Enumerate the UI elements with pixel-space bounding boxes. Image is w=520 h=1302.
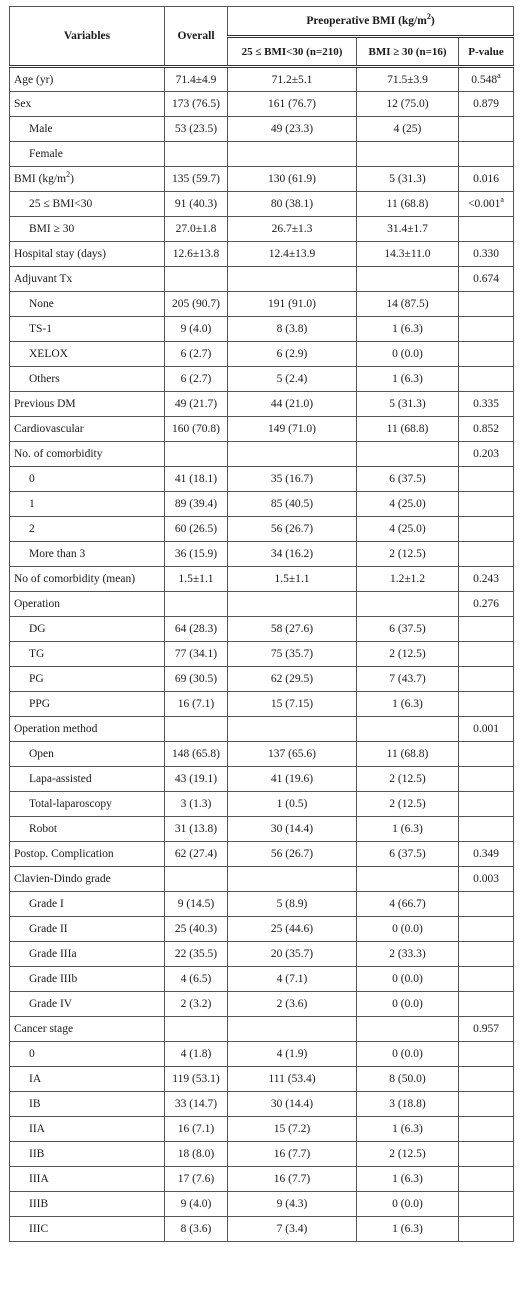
bmi-25-30-cell: 26.7±1.3 [228,217,357,242]
p-value-cell: 0.001 [459,717,514,742]
bmi-25-30-cell: 6 (2.9) [228,342,357,367]
p-value-cell [459,1142,514,1167]
bmi-25-30-cell: 5 (2.4) [228,367,357,392]
overall-cell: 135 (59.7) [165,167,228,192]
bmi-25-30-cell [228,142,357,167]
p-value-cell [459,367,514,392]
variable-cell: 2 [10,517,165,542]
variable-cell: 25 ≤ BMI<30 [10,192,165,217]
p-value-cell [459,1217,514,1242]
bmi-25-30-cell: 41 (19.6) [228,767,357,792]
variable-cell: Female [10,142,165,167]
bmi-30-plus-cell: 2 (12.5) [357,1142,459,1167]
p-value-cell: 0.276 [459,592,514,617]
bmi-25-30-cell: 191 (91.0) [228,292,357,317]
bmi-30-plus-cell: 1 (6.3) [357,817,459,842]
overall-cell: 91 (40.3) [165,192,228,217]
table-row [10,167,514,192]
table-row [10,767,514,792]
bmi-25-30-cell: 75 (35.7) [228,642,357,667]
bmi-30-plus-cell: 0 (0.0) [357,992,459,1017]
overall-cell: 8 (3.6) [165,1217,228,1242]
p-value-cell: <0.001$^a$ [459,192,514,217]
table-row [10,367,514,392]
p-value-cell [459,1167,514,1192]
overall-cell: 16 (7.1) [165,1117,228,1142]
table-row [10,792,514,817]
p-value-cell [459,767,514,792]
variable-cell: TG [10,642,165,667]
variable-cell: No. of comorbidity [10,442,165,467]
bmi-25-30-cell: 80 (38.1) [228,192,357,217]
p-value-cell [459,992,514,1017]
overall-cell: 148 (65.8) [165,742,228,767]
table-row [10,292,514,317]
bmi-30-plus-cell: 0 (0.0) [357,917,459,942]
bmi-30-plus-cell: 11 (68.8) [357,742,459,767]
overall-cell [165,442,228,467]
bmi-30-plus-header: BMI ≥ 30 (n=16) [357,37,459,67]
bmi-25-30-cell: 8 (3.8) [228,317,357,342]
p-value-cell: 0.852 [459,417,514,442]
table-row [10,867,514,892]
overall-cell: 173 (76.5) [165,92,228,117]
table-row [10,1142,514,1167]
variable-cell: PG [10,667,165,692]
bmi-30-plus-cell: 14.3±11.0 [357,242,459,267]
variable-cell: IIA [10,1117,165,1142]
table-row [10,817,514,842]
bmi-30-plus-cell: 2 (12.5) [357,642,459,667]
overall-cell: 6 (2.7) [165,342,228,367]
table-row [10,517,514,542]
bmi-30-plus-cell [357,717,459,742]
overall-cell: 36 (15.9) [165,542,228,567]
table-row [10,542,514,567]
bmi-25-30-cell: 1 (0.5) [228,792,357,817]
variable-cell: XELOX [10,342,165,367]
variable-cell: Operation [10,592,165,617]
bmi-25-30-cell: 30 (14.4) [228,817,357,842]
table-row [10,342,514,367]
p-value-cell [459,917,514,942]
overall-cell: 119 (53.1) [165,1067,228,1092]
p-value-cell: 0.243 [459,567,514,592]
p-value-cell [459,942,514,967]
bmi-25-30-cell [228,1017,357,1042]
bmi-30-plus-cell: 1 (6.3) [357,1217,459,1242]
variable-cell: Robot [10,817,165,842]
bmi-25-30-cell: 56 (26.7) [228,842,357,867]
bmi-25-30-cell: 15 (7.15) [228,692,357,717]
bmi-25-30-cell: 20 (35.7) [228,942,357,967]
bmi-25-30-cell [228,717,357,742]
bmi-30-plus-cell: 11 (68.8) [357,192,459,217]
table-row [10,967,514,992]
overall-cell: 9 (4.0) [165,317,228,342]
p-value-cell [459,517,514,542]
bmi-30-plus-cell: 3 (18.8) [357,1092,459,1117]
variable-cell: IA [10,1067,165,1092]
table-row [10,1017,514,1042]
overall-cell: 89 (39.4) [165,492,228,517]
bmi-25-30-cell [228,592,357,617]
variable-cell: Grade IIIa [10,942,165,967]
bmi-25-30-cell: 7 (3.4) [228,1217,357,1242]
overall-cell [165,267,228,292]
table-row [10,592,514,617]
p-value-cell [459,792,514,817]
p-value-cell [459,617,514,642]
bmi-30-plus-cell: 1 (6.3) [357,1167,459,1192]
bmi-25-30-cell: 71.2±5.1 [228,67,357,92]
p-value-header: P-value [459,37,514,67]
bmi-30-plus-cell: 6 (37.5) [357,467,459,492]
bmi-25-30-cell: 49 (23.3) [228,117,357,142]
overall-cell [165,142,228,167]
variable-cell: None [10,292,165,317]
p-value-cell: 0.349 [459,842,514,867]
variable-cell: No of comorbidity (mean) [10,567,165,592]
bmi-25-30-cell: 62 (29.5) [228,667,357,692]
bmi-30-plus-cell: 8 (50.0) [357,1067,459,1092]
p-value-cell [459,642,514,667]
bmi-30-plus-cell: 1 (6.3) [357,317,459,342]
bmi-30-plus-cell: 7 (43.7) [357,667,459,692]
bmi-25-30-cell: 111 (53.4) [228,1067,357,1092]
overall-cell: 2 (3.2) [165,992,228,1017]
bmi-25-30-cell: 85 (40.5) [228,492,357,517]
p-value-cell [459,142,514,167]
p-value-cell: 0.548$^a$ [459,67,514,92]
bmi-25-30-cell: 9 (4.3) [228,1192,357,1217]
bmi-25-30-cell: 34 (16.2) [228,542,357,567]
variable-cell: Grade IIIb [10,967,165,992]
bmi-25-30-cell: 137 (65.6) [228,742,357,767]
bmi-30-plus-cell: 6 (37.5) [357,842,459,867]
variable-cell: 0 [10,467,165,492]
variable-cell: Male [10,117,165,142]
bmi-30-plus-cell: 2 (12.5) [357,767,459,792]
overall-cell [165,867,228,892]
bmi-30-plus-cell: 1 (6.3) [357,1117,459,1142]
overall-cell: 3 (1.3) [165,792,228,817]
bmi-30-plus-cell: 0 (0.0) [357,967,459,992]
p-value-cell [459,692,514,717]
table-row [10,392,514,417]
table-row [10,1117,514,1142]
p-value-cell: 0.879 [459,92,514,117]
p-value-cell [459,217,514,242]
bmi-30-plus-cell: 4 (25.0) [357,517,459,542]
variable-cell: Cancer stage [10,1017,165,1042]
variable-cell: Total-laparoscopy [10,792,165,817]
variable-cell: 0 [10,1042,165,1067]
bmi-25-30-cell: 12.4±13.9 [228,242,357,267]
overall-cell: 18 (8.0) [165,1142,228,1167]
p-value-cell [459,742,514,767]
variable-cell: Grade II [10,917,165,942]
variable-cell: IIIB [10,1192,165,1217]
p-value-cell: 0.674 [459,267,514,292]
table-row [10,667,514,692]
table-header [10,7,514,67]
variable-cell: BMI $(kg/m^2)$ [10,167,165,192]
bmi-30-plus-cell: 2 (33.3) [357,942,459,967]
table-row [10,267,514,292]
bmi-characteristics-table [9,6,514,1242]
table-row [10,942,514,967]
variable-cell: 1 [10,492,165,517]
bmi-30-plus-cell [357,142,459,167]
variable-cell: Operation method [10,717,165,742]
bmi-25-30-cell [228,267,357,292]
bmi-25-30-cell: 4 (1.9) [228,1042,357,1067]
p-value-cell [459,292,514,317]
table-row [10,917,514,942]
p-value-cell [459,117,514,142]
variable-cell: IIIA [10,1167,165,1192]
overall-cell: 53 (23.5) [165,117,228,142]
bmi-25-30-cell: 1.5±1.1 [228,567,357,592]
variables-header: Variables [10,7,165,67]
bmi-30-plus-cell: 0 (0.0) [357,1192,459,1217]
bmi-30-plus-cell: 1 (6.3) [357,692,459,717]
variable-cell: IB [10,1092,165,1117]
bmi-25-30-cell: 16 (7.7) [228,1167,357,1192]
variable-cell: More than 3 [10,542,165,567]
table-row [10,242,514,267]
bmi-25-30-cell: 44 (21.0) [228,392,357,417]
p-value-cell [459,892,514,917]
table-row [10,317,514,342]
p-value-cell: 0.335 [459,392,514,417]
bmi-30-plus-cell [357,867,459,892]
bmi-25-30-header: 25 ≤ BMI<30 (n=210) [228,37,357,67]
overall-cell: 1.5±1.1 [165,567,228,592]
bmi-25-30-cell: 161 (76.7) [228,92,357,117]
table-row [10,842,514,867]
bmi-30-plus-cell: 4 (25) [357,117,459,142]
overall-cell: 64 (28.3) [165,617,228,642]
bmi-30-plus-cell: 71.5±3.9 [357,67,459,92]
bmi-30-plus-cell: 0 (0.0) [357,342,459,367]
overall-cell: 69 (30.5) [165,667,228,692]
bmi-30-plus-cell: 4 (25.0) [357,492,459,517]
overall-header: Overall [165,7,228,67]
variable-cell: DG [10,617,165,642]
table-row [10,217,514,242]
variable-cell: Previous DM [10,392,165,417]
overall-cell: 16 (7.1) [165,692,228,717]
p-value-cell: 0.957 [459,1017,514,1042]
variable-cell: Sex [10,92,165,117]
bmi-30-plus-cell: 5 (31.3) [357,167,459,192]
table-row [10,1167,514,1192]
bmi-30-plus-cell [357,267,459,292]
bmi-30-plus-cell [357,442,459,467]
variable-cell: Grade IV [10,992,165,1017]
p-value-cell [459,1117,514,1142]
p-value-cell [459,542,514,567]
table-row [10,67,514,92]
variable-cell: Hospital stay (days) [10,242,165,267]
bmi-25-30-cell: 4 (7.1) [228,967,357,992]
table-row [10,1042,514,1067]
overall-cell: 160 (70.8) [165,417,228,442]
table-row [10,692,514,717]
overall-cell: 41 (18.1) [165,467,228,492]
bmi-25-30-cell: 25 (44.6) [228,917,357,942]
bmi-30-plus-cell: 2 (12.5) [357,542,459,567]
variable-cell: Postop. Complication [10,842,165,867]
table-row [10,492,514,517]
bmi-25-30-cell: 5 (8.9) [228,892,357,917]
overall-cell [165,1017,228,1042]
variable-cell: Others [10,367,165,392]
overall-cell: 27.0±1.8 [165,217,228,242]
bmi-30-plus-cell: 2 (12.5) [357,792,459,817]
overall-cell [165,717,228,742]
variable-cell: Age (yr) [10,67,165,92]
overall-cell: 71.4±4.9 [165,67,228,92]
bmi-30-plus-cell: 1.2±1.2 [357,567,459,592]
bmi-30-plus-cell: 12 (75.0) [357,92,459,117]
bmi-30-plus-cell [357,1017,459,1042]
bmi-30-plus-cell: 14 (87.5) [357,292,459,317]
overall-cell: 12.6±13.8 [165,242,228,267]
variable-cell: PPG [10,692,165,717]
table-row [10,1192,514,1217]
p-value-cell [459,1092,514,1117]
p-value-cell: 0.003 [459,867,514,892]
table-row [10,117,514,142]
bmi-25-30-cell [228,867,357,892]
bmi-25-30-cell: 30 (14.4) [228,1092,357,1117]
table-row [10,92,514,117]
bmi-30-plus-cell: 0 (0.0) [357,1042,459,1067]
bmi-30-plus-cell: 5 (31.3) [357,392,459,417]
variable-cell: Lapa-assisted [10,767,165,792]
overall-cell: 4 (6.5) [165,967,228,992]
overall-cell: 43 (19.1) [165,767,228,792]
variable-cell: Adjuvant Tx [10,267,165,292]
p-value-cell [459,1067,514,1092]
overall-cell: 31 (13.8) [165,817,228,842]
p-value-cell [459,317,514,342]
table-row [10,417,514,442]
overall-cell: 60 (26.5) [165,517,228,542]
bmi-30-plus-cell: 11 (68.8) [357,417,459,442]
overall-cell: 9 (4.0) [165,1192,228,1217]
table-row [10,1092,514,1117]
table-row [10,567,514,592]
p-value-cell [459,492,514,517]
bmi-25-30-cell: 56 (26.7) [228,517,357,542]
overall-cell: 25 (40.3) [165,917,228,942]
p-value-cell [459,1192,514,1217]
bmi-30-plus-cell: 4 (66.7) [357,892,459,917]
table-row [10,442,514,467]
overall-cell: 77 (34.1) [165,642,228,667]
overall-cell: 22 (35.5) [165,942,228,967]
p-value-cell [459,667,514,692]
p-value-cell [459,467,514,492]
table-body [10,67,514,1242]
overall-cell: 33 (14.7) [165,1092,228,1117]
variable-cell: IIIC [10,1217,165,1242]
table-row [10,742,514,767]
overall-cell: 9 (14.5) [165,892,228,917]
bmi-25-30-cell [228,442,357,467]
p-value-cell [459,1042,514,1067]
overall-cell: 205 (90.7) [165,292,228,317]
bmi-25-30-cell: 35 (16.7) [228,467,357,492]
table-row [10,1217,514,1242]
variable-cell: Grade I [10,892,165,917]
table-row [10,717,514,742]
bmi-30-plus-cell: 31.4±1.7 [357,217,459,242]
bmi-25-30-cell: 130 (61.9) [228,167,357,192]
table-row [10,192,514,217]
variable-cell: IIB [10,1142,165,1167]
variable-cell: TS-1 [10,317,165,342]
p-value-cell: 0.016 [459,167,514,192]
overall-cell: 62 (27.4) [165,842,228,867]
bmi-30-plus-cell [357,592,459,617]
bmi-25-30-cell: 2 (3.6) [228,992,357,1017]
variable-cell: Cardiovascular [10,417,165,442]
variable-cell: Clavien-Dindo grade [10,867,165,892]
bmi-25-30-cell: 16 (7.7) [228,1142,357,1167]
p-value-cell [459,817,514,842]
variable-cell: BMI ≥ 30 [10,217,165,242]
p-value-cell [459,342,514,367]
bmi-25-30-cell: 15 (7.2) [228,1117,357,1142]
table-row [10,992,514,1017]
p-value-cell: 0.203 [459,442,514,467]
table-row [10,892,514,917]
overall-cell: 17 (7.6) [165,1167,228,1192]
bmi-30-plus-cell: 1 (6.3) [357,367,459,392]
overall-cell [165,592,228,617]
preoperative-bmi-header: Preoperative BMI $(kg/m^2)$ [228,7,514,37]
table-row [10,1067,514,1092]
p-value-cell: 0.330 [459,242,514,267]
overall-cell: 49 (21.7) [165,392,228,417]
table-row [10,142,514,167]
bmi-25-30-cell: 58 (27.6) [228,617,357,642]
table-row [10,617,514,642]
p-value-cell [459,967,514,992]
overall-cell: 4 (1.8) [165,1042,228,1067]
variable-cell: Open [10,742,165,767]
table-row [10,642,514,667]
bmi-30-plus-cell: 6 (37.5) [357,617,459,642]
table-row [10,467,514,492]
bmi-25-30-cell: 149 (71.0) [228,417,357,442]
overall-cell: 6 (2.7) [165,367,228,392]
